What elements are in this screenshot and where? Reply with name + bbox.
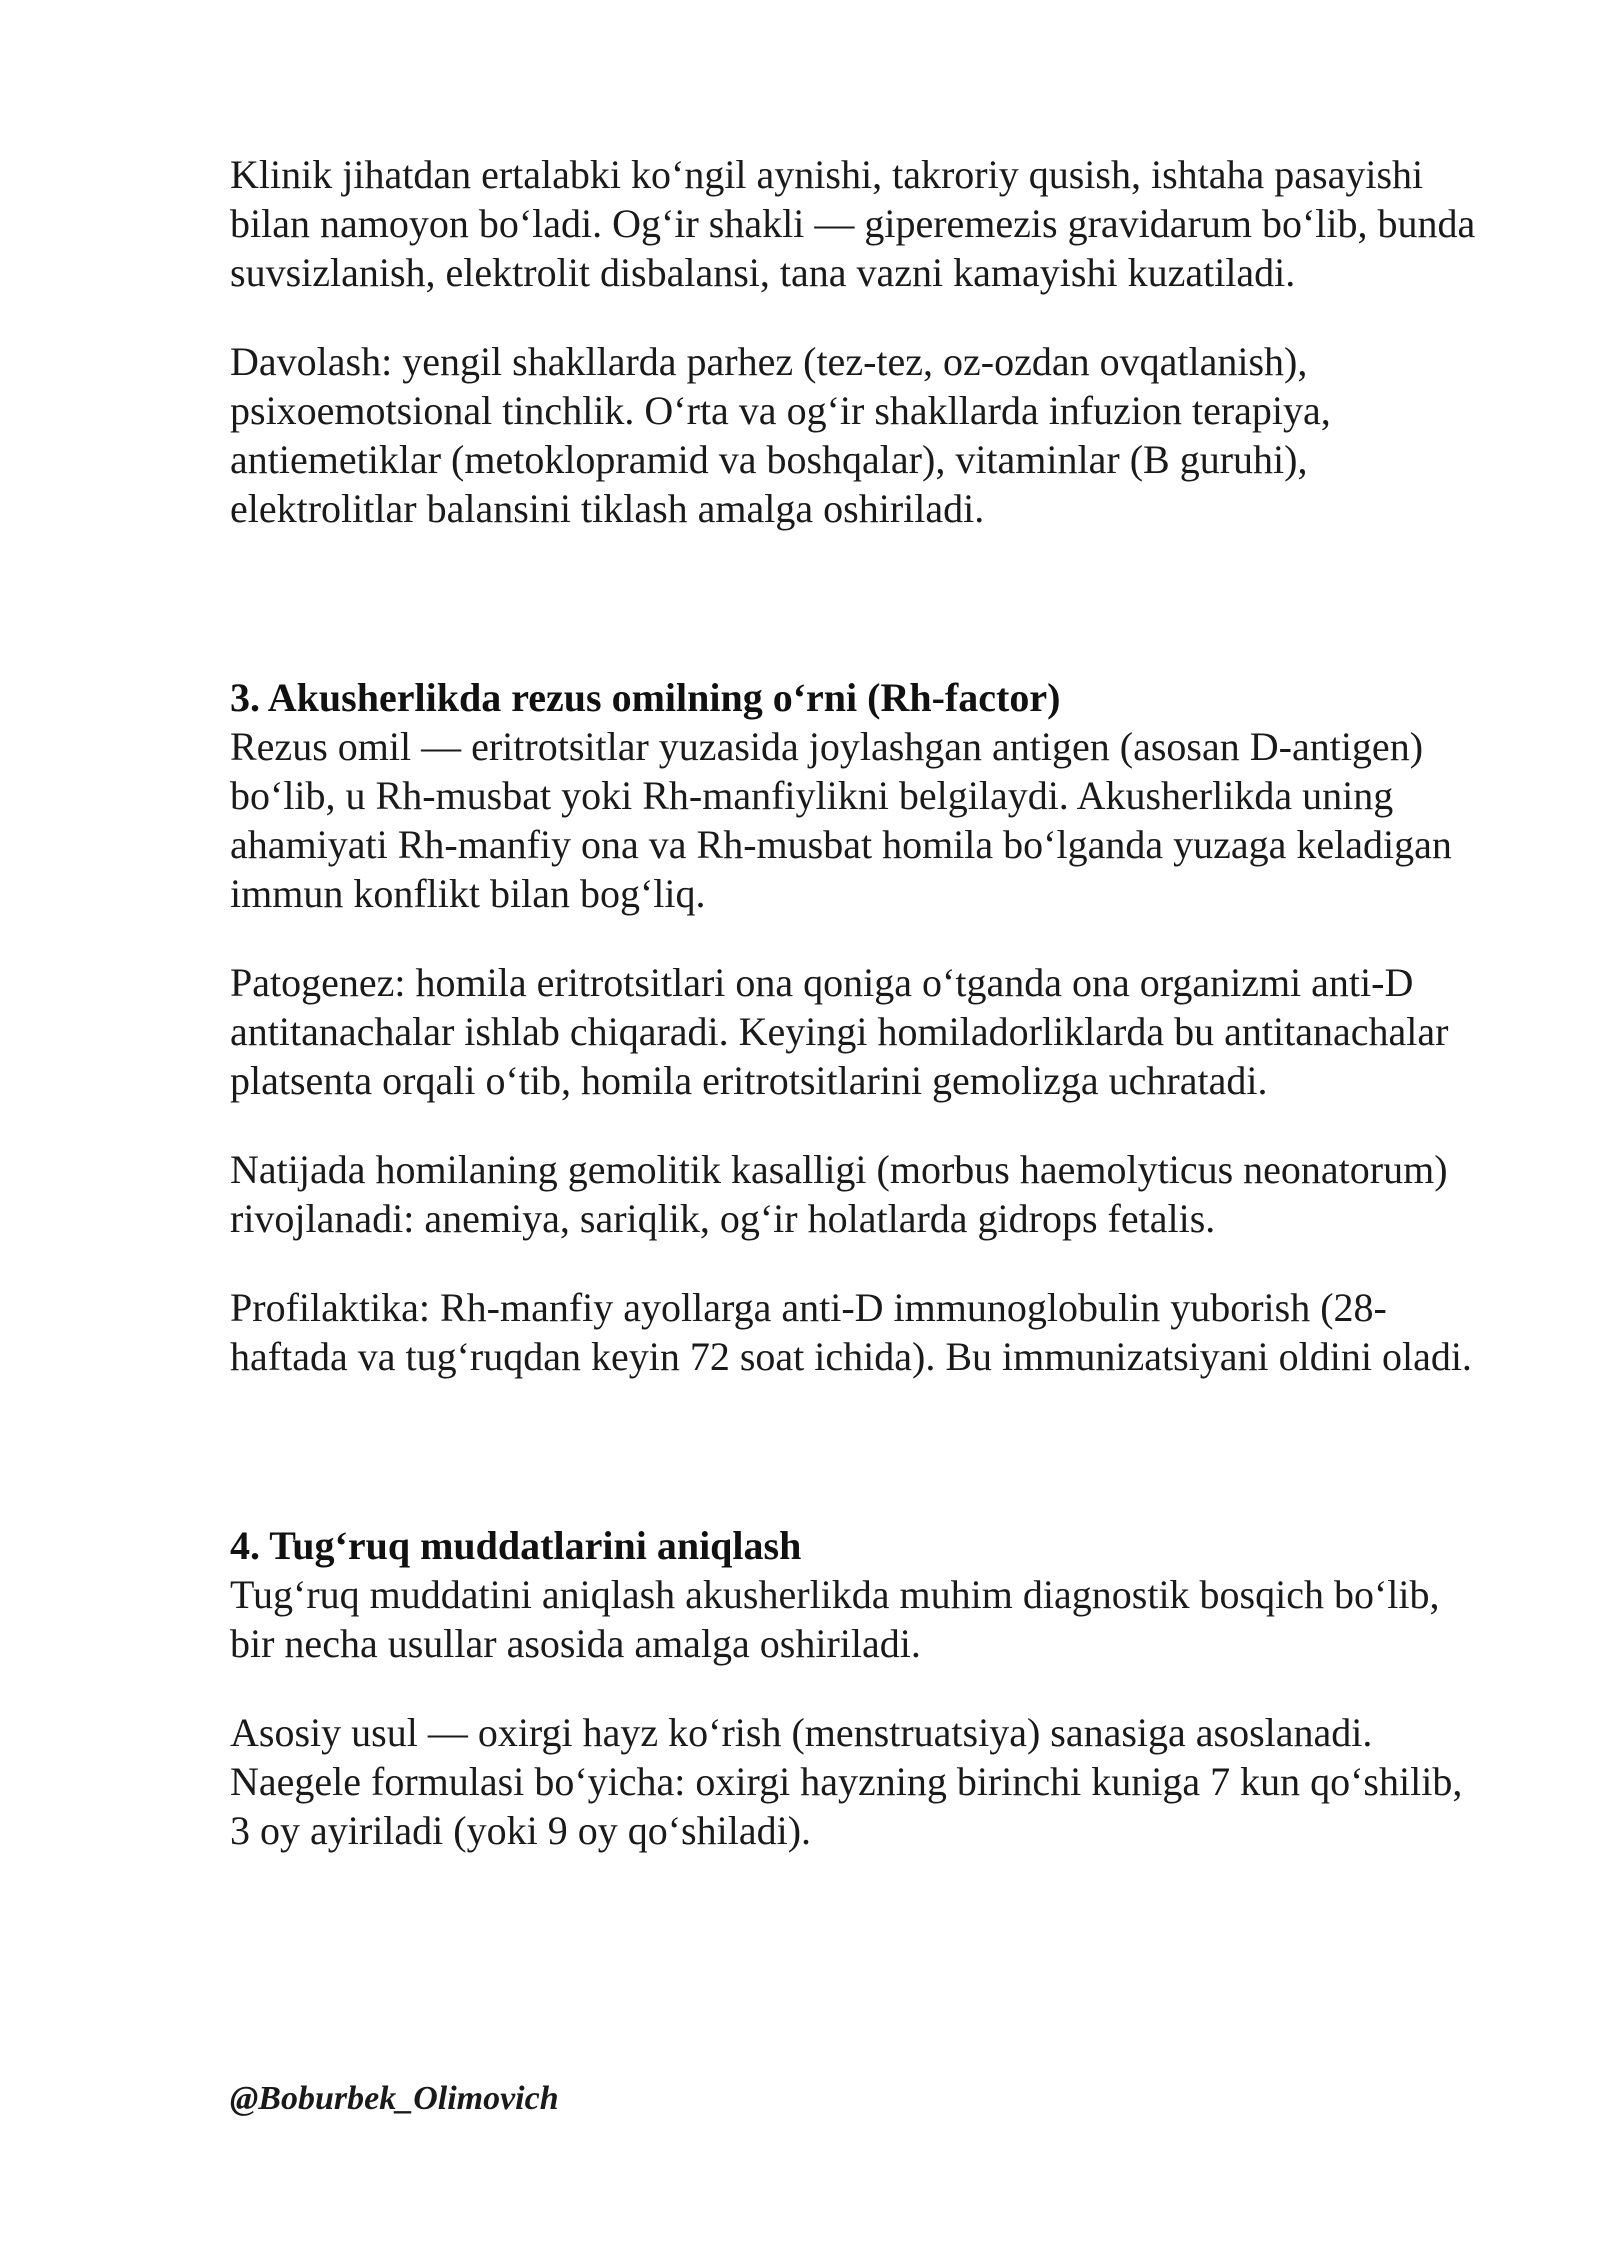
section-3-heading: 3. Akusherlikda rezus omilning o‘rni (Rh-factor) xyxy=(230,675,1061,720)
section-3-paragraph-pathogenesis: Patogenez: homila eritrotsitlari ona qoniga o‘tganda ona organizmi anti-D antitanachalar ishlab chiqaradi. Keyingi homiladorliklarda bu antitanachalar platsenta orqali o‘tib, homila eritrotsitlarini gemolizga uchratadi. xyxy=(230,960,1449,1103)
author-footer: @Boburbek_Olimovich xyxy=(230,2080,559,2117)
section-spacer xyxy=(230,1421,1490,1521)
section-spacer xyxy=(230,573,1490,673)
section-3-paragraph-definition: Rezus omil — eritrotsitlar yuzasida joylashgan antigen (asosan D-antigen) bo‘lib, u Rh-musbat yoki Rh-manfiylikni belgilaydi. Akusherlikda uning ahamiyati Rh-manfiy ona va Rh-musbat homila bo‘lganda yuzaga keladigan immun konflikt bilan bog‘liq. xyxy=(230,724,1452,916)
section-3-paragraph-prophylaxis: Profilaktika: Rh-manfiy ayollarga anti-D immunoglobulin yuborish (28-haftada va tug‘ruqdan keyin 72 soat ichida). Bu immunizatsiyani oldini oladi. xyxy=(230,1285,1472,1379)
section-4-paragraph-naegele: Asosiy usul — oxirgi hayz ko‘rish (menstruatsiya) sanasiga asoslanadi. Naegele formulasi bo‘yicha: oxirgi hayzning birinchi kuniga 7 kun qo‘shilib, 3 oy ayiriladi (yoki 9 oy qo‘shiladi). xyxy=(230,1710,1463,1853)
section-4-heading: 4. Tug‘ruq muddatlarini aniqlash xyxy=(230,1523,802,1568)
section-4-paragraph-intro: Tug‘ruq muddatini aniqlash akusherlikda muhim diagnostik bosqich bo‘lib, bir necha usullar asosida amalga oshiriladi. xyxy=(230,1572,1440,1666)
intro-paragraph-clinical: Klinik jihatdan ertalabki ko‘ngil aynishi, takroriy qusish, ishtaha pasayishi bilan namoyon bo‘ladi. Og‘ir shakli — giperemezis gravidarum bo‘lib, bunda suvsizlanish, elektrolit disbalansi, tana vazni kamayishi kuzatiladi. xyxy=(230,152,1476,295)
intro-paragraph-treatment: Davolash: yengil shakllarda parhez (tez-tez, oz-ozdan ovqatlanish), psixoemotsional tinchlik. O‘rta va og‘ir shakllarda infuzion terapiya, antiemetiklar (metoklopramid va boshqalar), vitaminlar (B guruhi), elektrolitlar balansini tiklash amalga oshiriladi. xyxy=(230,339,1331,531)
document-page xyxy=(230,150,1490,1895)
section-3-paragraph-outcome: Natijada homilaning gemolitik kasalligi (morbus haemolyticus neonatorum) rivojlanadi: anemiya, sariqlik, og‘ir holatlarda gidrops fetalis. xyxy=(230,1147,1448,1241)
